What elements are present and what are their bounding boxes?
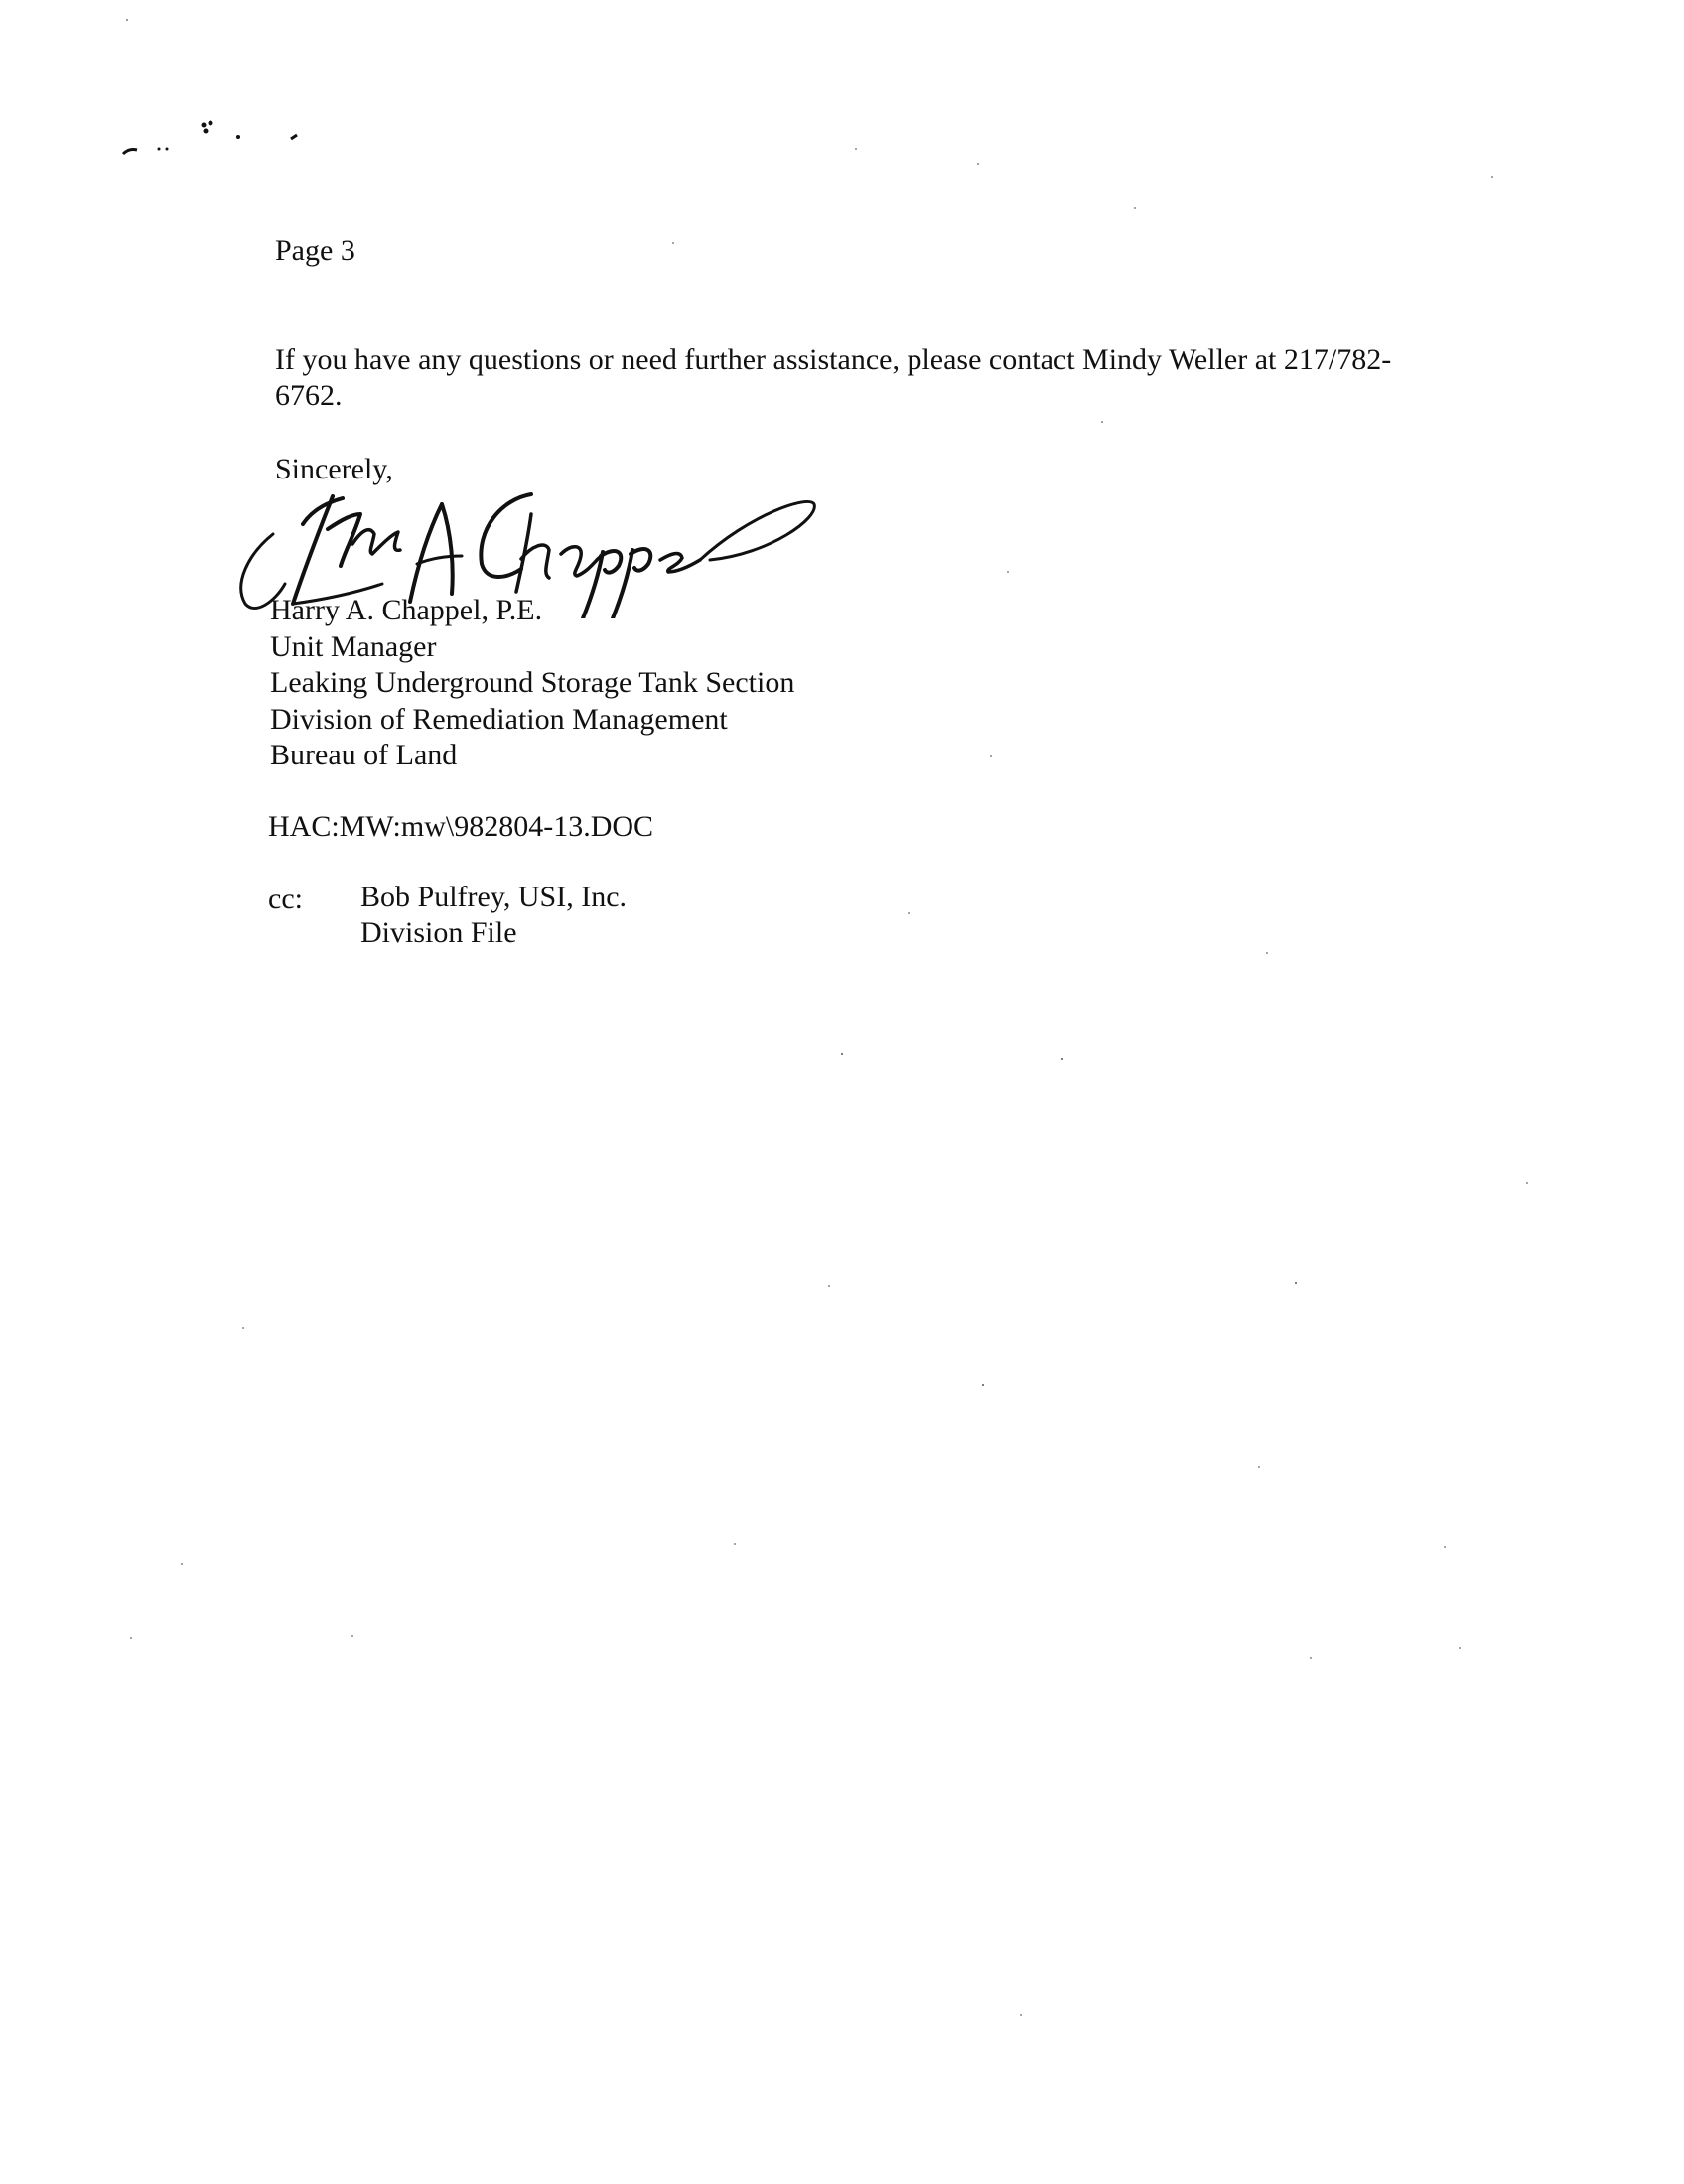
closing-salutation: Sincerely, — [275, 453, 393, 485]
signer-division: Division of Remediation Management — [270, 702, 728, 736]
cc-recipient: Bob Pulfrey, USI, Inc. — [360, 881, 628, 913]
signer-bureau: Bureau of Land — [270, 739, 458, 771]
signer-section: Leaking Underground Storage Tank Section — [270, 666, 795, 699]
contact-paragraph-line-1: If you have any questions or need further assistance, please contact Mindy Weller at 217/782- — [275, 343, 1392, 376]
page-number: Page 3 — [275, 234, 355, 267]
cc-label: cc: — [268, 883, 303, 915]
cc-list — [360, 880, 627, 951]
signer-title: Unit Manager — [270, 629, 437, 663]
reference-code: HAC:MW:mw\982804-13.DOC — [268, 810, 654, 843]
cc-recipient: Division File — [360, 916, 517, 949]
signer-name: Harry A. Chappel, P.E. — [270, 594, 543, 626]
signer-block — [270, 593, 794, 774]
contact-paragraph-line-2: 6762. — [275, 379, 343, 412]
